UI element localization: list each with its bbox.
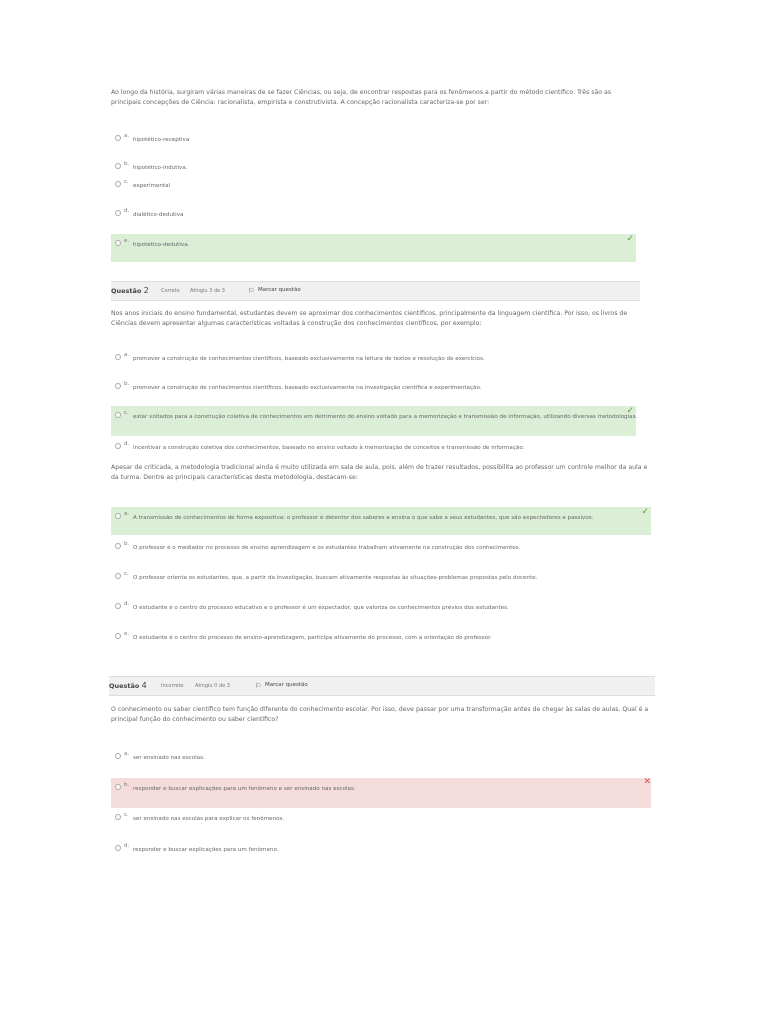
option-letter: a. <box>124 352 130 358</box>
question-2-text: Nos anos iniciais do ensino fundamental, estudantes devem se aproximar dos conhecimentos científicos, principalmente da linguagem científica. Por isso, os livros de Ciências devem apresentar algumas características voltadas à construção dos conhecimentos científicos, por exemplo: <box>111 310 628 327</box>
mark-question-link[interactable]: Marcar questão <box>258 287 301 293</box>
radio-icon[interactable] <box>115 633 121 639</box>
option-letter: d. <box>124 843 130 849</box>
q3-option-c[interactable] <box>111 567 651 593</box>
option-letter: b. <box>124 541 130 547</box>
q3-option-a[interactable] <box>111 507 651 535</box>
radio-icon[interactable] <box>115 603 121 609</box>
question-score: Atingiu 3 de 3 <box>190 288 225 294</box>
option-letter: e. <box>124 238 130 244</box>
flag-icon[interactable]: ⚐ <box>255 682 262 690</box>
cross-icon: ✕ <box>643 777 651 787</box>
option-label: promover a construção de conhecimentos científicos, baseado exclusivamente na investigação científica e experimentação. <box>133 385 482 391</box>
radio-icon[interactable] <box>115 135 121 141</box>
option-letter: c. <box>124 571 129 577</box>
option-label: incentivar a construção coletiva dos conhecimentos, baseado no ensino voltado à memorização de conceitos e transmissão de informação. <box>133 445 525 451</box>
question-2-header <box>111 281 640 301</box>
q1-option-e[interactable] <box>111 234 636 262</box>
question-3-text: Apesar de criticada, a metodologia tradicional ainda é muito utilizada em sala de aula, pois, além de trazer resultados, possibilita ao professor um controle melhor da aula e da turma. Dentre as principais características desta metodologia, destacam-se: <box>111 464 648 481</box>
option-label: O estudante é o centro do processo educativo e o professor é um expectador, que valoriza os conhecimentos prévios dos estudantes. <box>133 605 509 611</box>
option-label: estar voltados para a construção coletiva de conhecimentos em detrimento do ensino voltado para a memorização e transmissão de informação, utilizando diversas metodologias. <box>133 414 638 420</box>
option-letter: b. <box>124 782 130 788</box>
radio-icon[interactable] <box>115 543 121 549</box>
q3-option-b[interactable] <box>111 537 651 563</box>
q4-option-a[interactable] <box>111 747 651 773</box>
question-number: Questão 4 <box>109 681 147 690</box>
option-letter: d. <box>124 601 130 607</box>
radio-icon[interactable] <box>115 210 121 216</box>
check-icon: ✓ <box>626 406 634 416</box>
option-label: responder e buscar explicações para um fenômeno. <box>133 847 279 853</box>
check-icon: ✓ <box>626 234 634 244</box>
option-letter: b. <box>124 381 130 387</box>
radio-icon[interactable] <box>115 383 121 389</box>
option-letter: d. <box>124 441 130 447</box>
option-label: dialético-dedutiva <box>133 212 184 218</box>
radio-icon[interactable] <box>115 412 121 418</box>
question-number: Questão 2 <box>111 286 149 295</box>
option-letter: d. <box>124 208 130 214</box>
q1-option-d[interactable] <box>111 204 636 230</box>
radio-icon[interactable] <box>115 513 121 519</box>
radio-icon[interactable] <box>115 163 121 169</box>
question-1-text: Ao longo da história, surgiram várias maneiras de se fazer Ciências, ou seja, de encontrar respostas para os fenômenos a partir do método científico. Três são as principais concepções de Ciência: racionalista, empirista e construtivista. A concepção racionalista caracteriza-se por ser: <box>111 89 612 106</box>
q2-option-a[interactable] <box>111 348 636 374</box>
option-label: hipotético-indutiva. <box>133 165 188 171</box>
radio-icon[interactable] <box>115 784 121 790</box>
option-label: promover a construção de conhecimentos científicos, baseado exclusivamente na leitura de textos e resolução de exercícios. <box>133 356 485 362</box>
radio-icon[interactable] <box>115 573 121 579</box>
option-letter: a. <box>124 133 130 139</box>
radio-icon[interactable] <box>115 753 121 759</box>
question-4-header <box>109 676 655 696</box>
q2-option-c[interactable] <box>111 406 636 436</box>
option-label: hipotético-receptiva <box>133 137 190 143</box>
option-label: responder e buscar explicações para um fenômeno e ser ensinado nas escolas. <box>133 786 356 792</box>
q1-option-a[interactable] <box>111 129 636 155</box>
q4-option-b[interactable] <box>111 778 651 808</box>
option-letter: c. <box>124 410 129 416</box>
question-status: Incorreto <box>161 683 184 689</box>
option-label: experimental <box>133 183 171 189</box>
check-icon: ✓ <box>641 507 649 517</box>
option-letter: b. <box>124 161 130 167</box>
option-letter: a. <box>124 511 130 517</box>
question-score: Atingiu 0 de 3 <box>195 683 230 689</box>
q2-option-b[interactable] <box>111 377 636 403</box>
question-status: Correto <box>161 288 180 294</box>
flag-icon[interactable]: ⚐ <box>248 287 255 295</box>
q2-option-d[interactable] <box>111 437 636 463</box>
option-letter: c. <box>124 179 129 185</box>
radio-icon[interactable] <box>115 181 121 187</box>
radio-icon[interactable] <box>115 845 121 851</box>
question-4-text: O conhecimento ou saber científico tem função diferente do conhecimento escolar. Por isso, deve passar por uma transformação antes de chegar às salas de aulas. Qual é a principal função do conhecimento ou saber científico? <box>111 706 649 723</box>
option-letter: a. <box>124 751 130 757</box>
option-label: ser ensinado nas escolas. <box>133 755 205 761</box>
radio-icon[interactable] <box>115 354 121 360</box>
option-label: O professor é o mediador no processo de ensino aprendizagem e os estudantes trabalham ativamente na construção dos conhecimentos. <box>133 545 521 551</box>
option-letter: c. <box>124 812 129 818</box>
q4-option-d[interactable] <box>111 839 651 865</box>
option-label: O professor orienta os estudantes, que, a partir da investigação, buscam ativamente respostas às situações-problemas propostas pelo docente. <box>133 575 538 581</box>
q3-option-e[interactable] <box>111 627 651 653</box>
option-label: A transmissão de conhecimentos de forma expositiva: o professor é detentor dos saberes e ensina o que sabe a seus estudantes, que são expectadores e passivos. <box>133 515 594 521</box>
radio-icon[interactable] <box>115 240 121 246</box>
option-label: ser ensinado nas escolas para explicar os fenômenos. <box>133 816 285 822</box>
q4-option-c[interactable] <box>111 808 651 834</box>
radio-icon[interactable] <box>115 814 121 820</box>
option-label: hipotético-dedutiva. <box>133 242 190 248</box>
radio-icon[interactable] <box>115 443 121 449</box>
option-label: O estudante é o centro do processo de ensino-aprendizagem, participa ativamente do processo, com a orientação do professor. <box>133 635 492 641</box>
mark-question-link[interactable]: Marcar questão <box>265 682 308 688</box>
q1-option-c[interactable] <box>111 175 636 201</box>
option-letter: e. <box>124 631 130 637</box>
q3-option-d[interactable] <box>111 597 651 623</box>
